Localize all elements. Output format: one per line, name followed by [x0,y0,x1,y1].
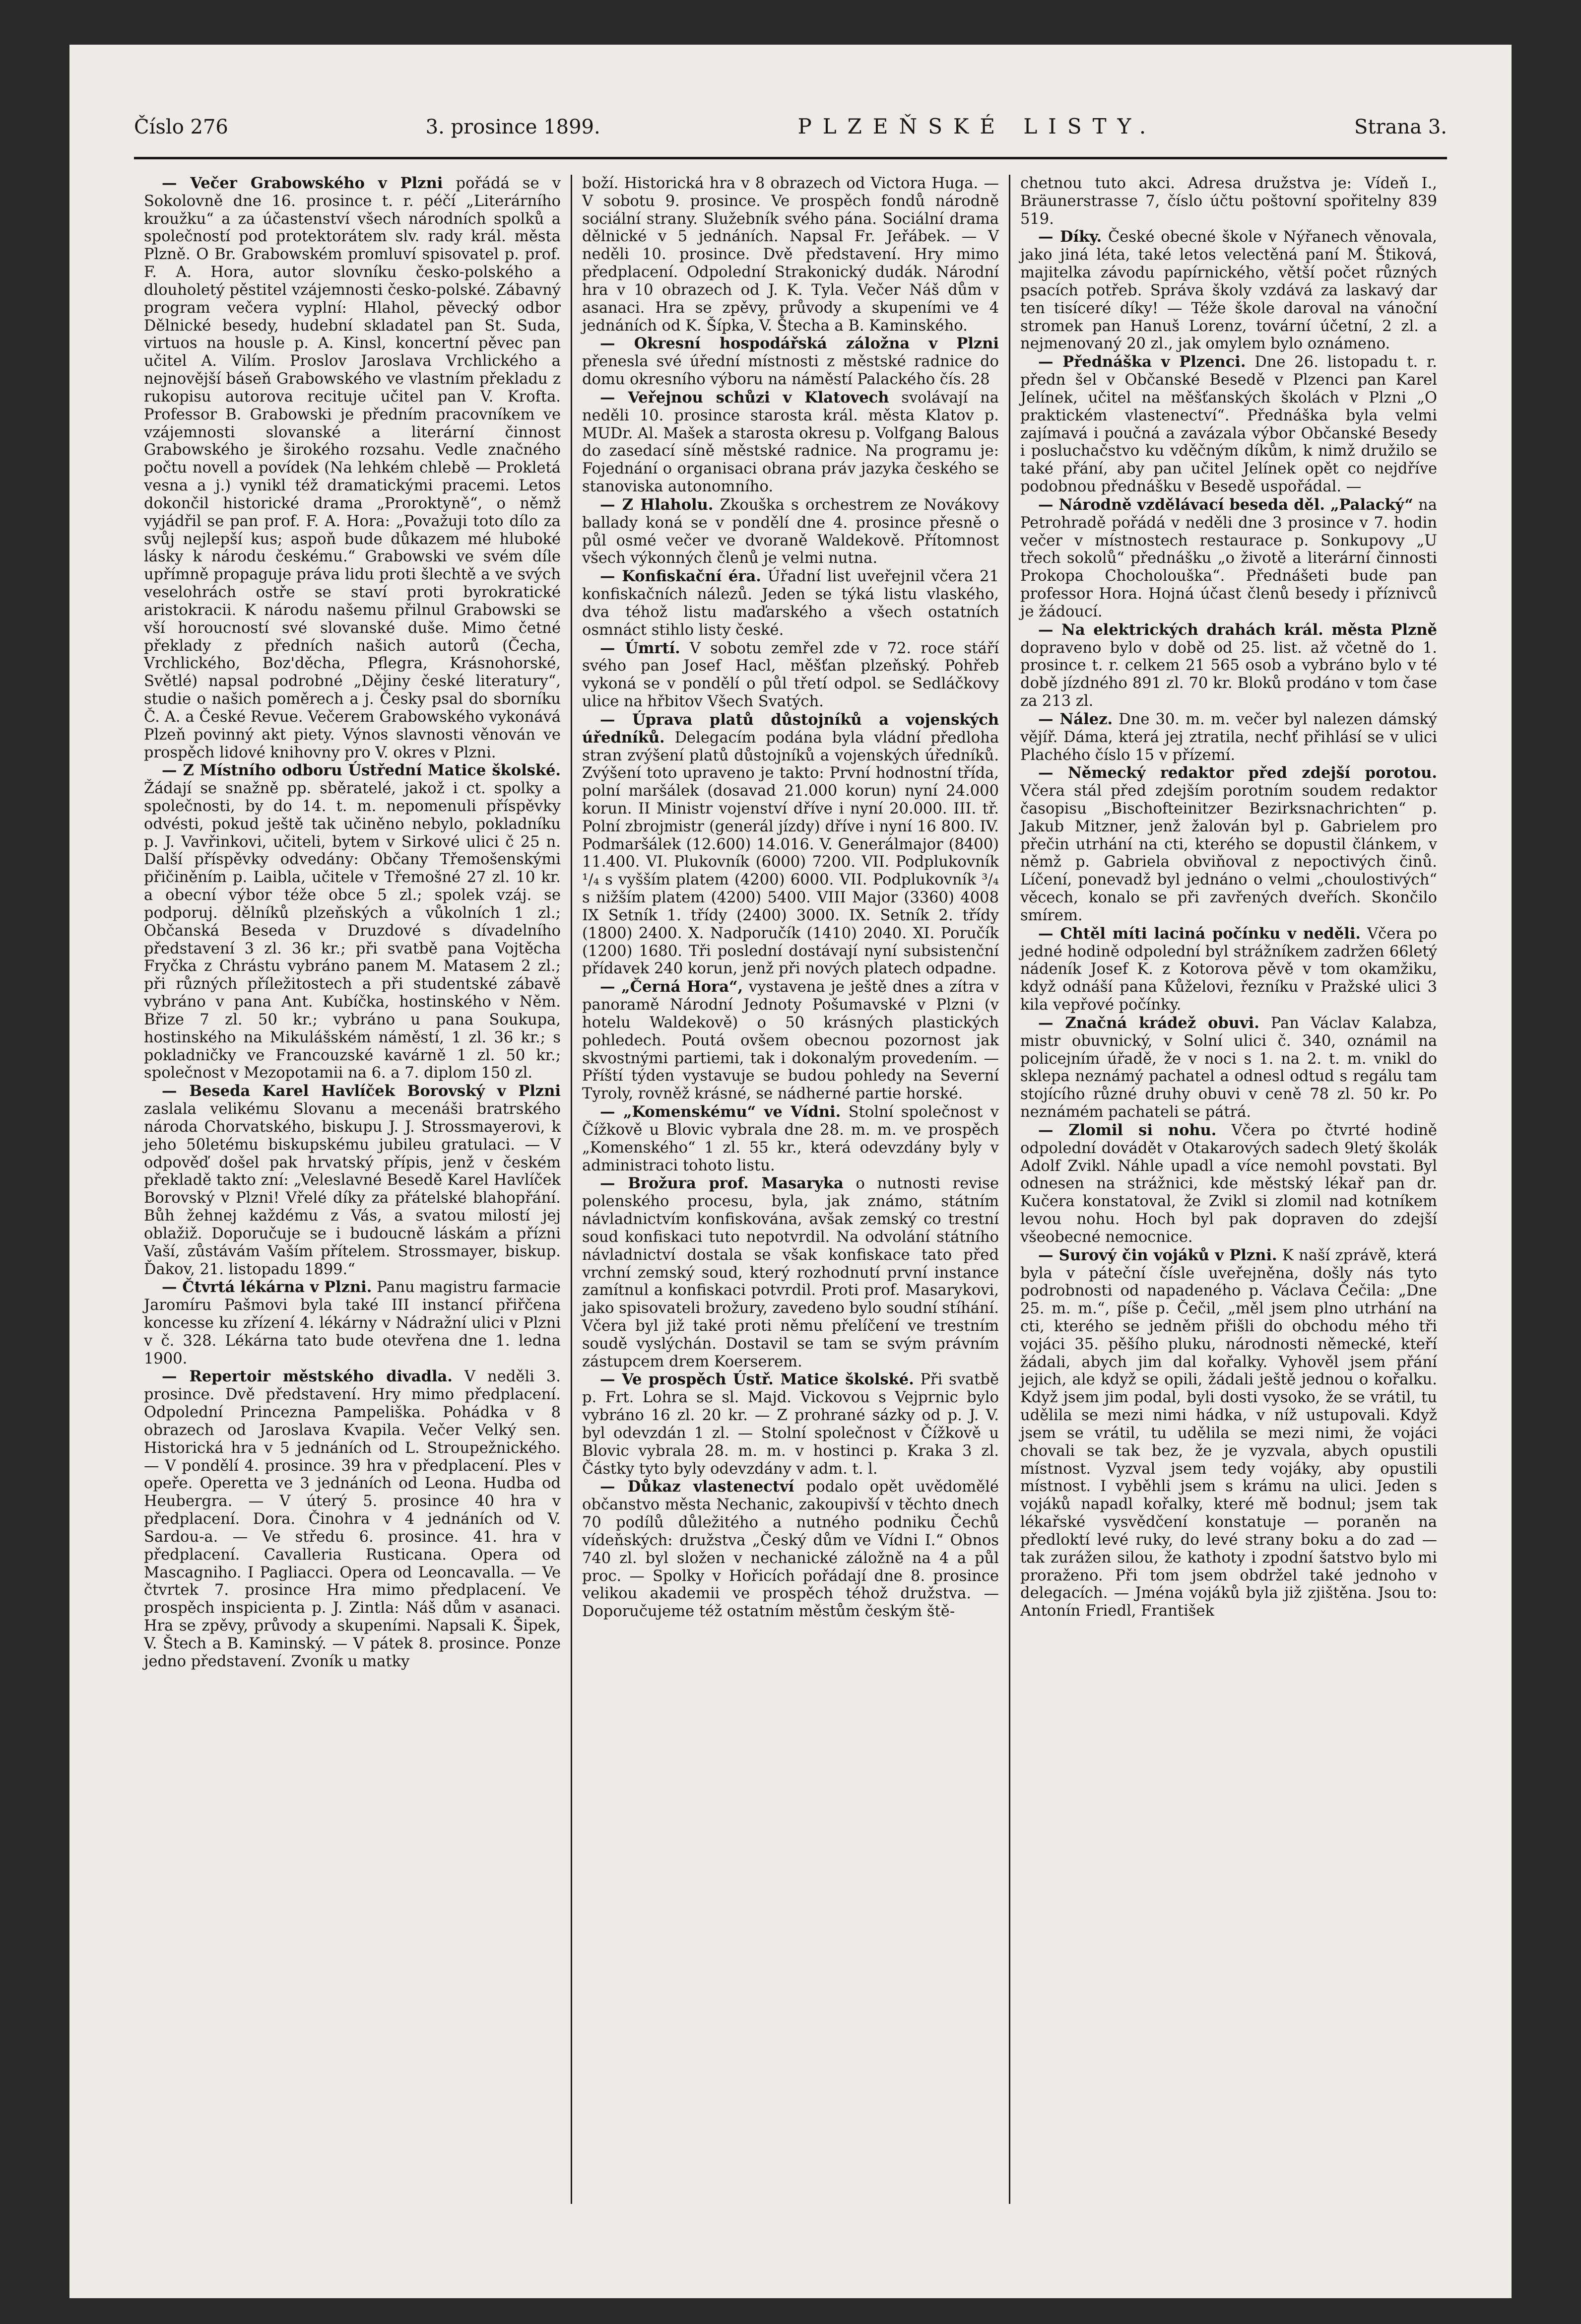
article-body: Zkouška s orchestrem ze Novákovy ballady koná se v pondělí dne 4. prosince přesně o půl osmé večer ve dvoraně Waldekově. Přítomnost všech výkonných členů je velmi nutna. [582,496,999,567]
column-2 [571,175,1009,2204]
article [144,1368,561,1670]
article-body: Při svatbě p. Frt. Lohra se sl. Majd. Vickovou s Vejprnic bylo vybráno 16 zl. 20 kr. — Z prohrané sázky od p. J. V. byl odevzdán 1 zl. — Stolní společnost v Čížkově u Blovic vybrala 28. m. m. v hostinci p. Kraka 3 zl. Částky tyto byly odevzdány v adm. t. l. [582,1371,999,1478]
article-heading: — Okresní hospodářská záložna v Plzni [600,335,999,353]
article [582,1371,999,1478]
article [1020,353,1437,496]
article-body: podalo opět uvědomělé občanstvo města Nechanic, zakoupivší v těchto dnech 70 podílů důležitého a nutného podniku Čechů vídeňských: družstva „Český dům ve Vídni I.“ Obnos 740 zl. byl složen v nechanické záložně na 4 a půl proc. — Spolky v Hořicích pořádají dne 8. prosince velikou akademii ve prospěch téhož družstva. — Doporučujeme též ostatním městům českým ště- [582,1478,999,1621]
page-number: Strana 3. [1354,116,1447,138]
article [582,1478,999,1621]
header-rule [134,157,1447,159]
newspaper-page [69,45,1512,2298]
article [1020,1247,1437,1620]
article-body: přenesla své úřední místnosti z městské radnice do domu okresního výboru na náměstí Palackého čís. 28 [582,353,999,389]
article-heading: — Úmrtí. [600,639,680,657]
article [582,711,999,978]
article-body: V sobotu zemřel zde v 72. roce stáří svého pan Josef Hacl, měšťan plzeňský. Pohřeb vykoná se v pondělí o půl třetí odpol. se Sedláčkovy ulice na hřbitov Všech Svatých. [582,639,999,711]
article-heading: — Večer Grabowského v Plzni [162,175,443,192]
article-body: dopraveno bylo v době od 25. list. až včetně do 1. prosince t. r. celkem 21 565 osob a vybráno bylo v té době jízdného 891 zl. 70 kr. Bloků prodáno v tom čase za 213 zl. [1020,639,1437,710]
article-body: zaslala velikému Slovanu a mecenáši bratrského národa Chorvatského, biskupu J. J. Strossmayerovi, k jeho 50letému biskupskému jubileu gratulaci. — V odpověď došel pak hrvatský přípis, jenž v českém překladě takto zní: „Veleslavné Besedě Karel Havlíček Borovský v Plzni! Vřelé díky za přátelské blahopřání. Bůh žehnej každému z Vás, a svatou milostí jej oblažiž. Doporučuje se i budoucně láskám a přízni Vaší, zůstávám Vaším přítelem. Strossmayer, biskup. Ďakov, 21. listopadu 1899.“ [144,1100,561,1278]
article-heading: — Na elektrických drahách král. města Plzně [1038,620,1437,639]
article [582,978,999,1103]
column-1 [134,175,571,2204]
article [582,389,999,496]
article [582,640,999,711]
article-heading: — Značná krádež obuvi. [1038,1014,1259,1032]
article-body: Dne 30. m. m. večer byl nalezen dámský vějíř. Dáma, která jej ztratila, nechť přihlásí se v ulici Plachého číslo 15 v přízemí. [1020,710,1437,764]
article-heading: — Přednáška v Plzenci. [1038,353,1246,371]
article [582,1175,999,1370]
issue-number: Číslo 276 [134,116,228,138]
article-body: Včera po čtvrté hodině odpolední dovádět v Otakarových sadech 9letý školák Adolf Zvikl. Náhle upadl a více nemohl povstati. Byl odnesen na strážnici, kde městský lékař pan dr. Kučera konstatoval, že Zvikl si zlomil nad kotníkem levou nohu. Hoch byl pak dopraven do zdejší všeobecné nemocnice. [1020,1121,1437,1246]
article-heading: — Díky. [1038,228,1102,246]
article [1020,711,1437,764]
article-body: Úřadní list uveřejnil včera 21 konfiskačních nálezů. Jeden se týká listu vlaského, dva téhož listu maďarského a všech ostatních osmnáct stihlo listy české. [582,568,999,639]
article-body: Stolní společnost v Čížkově u Blovic vybrala dne 28. m. m. ve prospěch „Komenského“ 1 zl. 55 kr., která odevzdány byly v administraci tohoto listu. [582,1103,999,1174]
article-body: na Petrohradě pořádá v neděli dne 3 prosince v 7. hodin večer v místnostech restaurace p. Sonkupovy „U třech sokolů“ přednášku „o životě a literární činnosti Prokopa Chocholouška“. Přednášeti bude pan professor Hora. Hojná účast členů besedy i příznivců je žádoucí. [1020,496,1437,620]
article-heading: — Repertoir městského divadla. [162,1367,453,1386]
article [582,175,999,335]
newspaper-title: PLZEŇSKÉ LISTY. [797,114,1157,138]
article [144,175,561,761]
article-heading: — Úprava platů důstojníků a vojenských úředníků. [582,710,999,747]
article-heading: — Z Hlaholu. [600,495,714,514]
article-heading: — Čtvrtá lékárna v Plzni. [162,1278,372,1297]
article-heading: — Chtěl míti laciná počínku v neděli. [1038,924,1361,943]
article [144,762,561,1082]
article-body: Žádají se snažně pp. sběratelé, jakož i ct. spolky a společnosti, by do 14. t. m. nepomenuli příspěvky odvésti, pokud ještě tak učiněno nebylo, pokladníku p. J. Vavřinkovi, učiteli, bytem v Sirkové ulici č 25 n. Další příspěvky odvedány: Občany Třemošenskými přičiněním p. Laibla, učitele v Třemošné 27 zl. 10 kr. a obecní výbor téže obce 5 zl.; spolek vzáj. se podporuj. dělníků plzeňských a vůkolních 1 zl.; Občanská Beseda v Druzdové s dívadelního představení 3 zl. 36 kr.; při svatbě pana Vojtěcha Fryčka z Chrástu vybráno panem M. Matasem 2 zl.; při různých příležitostech a při studentské zábavě vybráno v pana Ant. Kubíčka, hostinského v Něm. Břize 7 zl. 50 kr.; vybráno u pana Soukupa, hostinského na Mikulášském náměstí, 1 zl. 36 kr.; s pokladničky ve Francouzské kavárně 1 zl. 50 kr.; společnost v Mezopotamii na 6. a 7. diplom 150 zl. [144,780,561,1082]
article-body: Panu magistru farmacie Jaromíru Pašmovi byla také III instancí přiřčena koncesse ku zřízení 4. lékárny v Nádražní ulici v Plzni v č. 328. Lékárna tato bude otevřena dne 1. ledna 1900. [144,1279,561,1367]
article-body: Delegacím podána byla vládní předloha stran zvýšení platů důstojníků a vojenských úředníků. Zvýšení toto upraveno je takto: První hodnostní třída, polní maršálek (dosavad 21.000 korun) nyní 24.000 korun. II Ministr vojenství dříve i nyní 20.000. III. tř. Polní zbrojmistr (generál jízdy) dříve i nyní 16 800. IV. Podmaršálek (12.600) 14.016. V. Generálmajor (8400) 11.400. VI. Plukovník (6000) 7200. VII. Podplukovník ¹/₄ s vyšším platem (4200) 6000. VII. Podplukovník ³/₄ s nižším platem (4200) 5400. VIII Major (3360) 4008 IX Setník 1. třídy (2400) 3000. IX. Setník 2. třídy (1800) 2400. X. Nadporučík (1410) 2040. XI. Poručík (1200) 1680. Tři poslední dostávají nyní subsistenční přídavek 240 korun, jenž při nových platech odpadne. [582,729,999,978]
article-heading: — Německý redaktor před zdejší porotou. [1038,764,1437,782]
article [1020,496,1437,621]
page-header [134,114,1447,159]
issue-date: 3. prosince 1899. [425,116,600,138]
article-body: Včera po jedné hodině odpolední byl strážníkem zadržen 66letý nádeník Josef K. z Kotorova pěvě v tom okamžiku, když odnáší pana Kůželovi, řezníku v Pražské ulici 3 kila vepřové počínky. [1020,925,1437,1014]
article-body: vystavena je ještě dnes a zítra v panoramě Národní Jednoty Pošumavské v Plzni (v hotelu Waldekově) o 50 krásných plastických pohledech. Poutá ovšem obecnou pozornost jak skvostnými partiemi, tak i dokonalým provedením. — Příští týden vystavuje se budou pohledy na Severní Tyroly, rovněž krásné, se nádherné partie horské. [582,978,999,1103]
article-body: Dne 26. listopadu t. r. předn šel v Občanské Besedě v Plzenci pan Karel Jelínek, učitel na měšťanských školách v Plzni „O praktickém vlastenectví“. Přednáška byla velmi zajímavá i poučná a zavázala výbor Občanské Besedy i posluchačstvo ku vděčným díkům, k nimž družilo se také přání, aby pan učitel Jelínek opět co nejdříve podobnou přednášku v Besedě uspořádal. — [1020,353,1437,496]
article-heading: — Konfiskační éra. [600,567,761,586]
article [144,1083,561,1278]
article-body: V neděli 3. prosince. Dvě představení. Hry mimo předplacení. Odpolední Princezna Pampeliška. Pohádka v 8 obrazech od Jaroslava Kvapila. Večer Velký sen. Historická hra v 5 jednáních od L. Stroupežnického. — V pondělí 4. prosince. 39 hra v předplacení. Ples v opeře. Operetta ve 3 jednáních od Leona. Hudba od Heubergra. — V úterý 5. prosince 40 hra v předplacení. Dora. Činohra v 4 jednáních od V. Sardou-a. — Ve středu 6. prosince. 41. hra v předplacení. Cavalleria Rusticana. Opera od Mascagniho. I Pagliacci. Opera od Leoncavalla. — Ve čtvrtek 7. prosince Hra mimo předplacení. Ve prospěch inspicienta p. J. Zintla: Náš dům v asanaci. Hra se zpěvy, průvody a skupeními. Napsali K. Šipek, V. Štech a B. Kaminský. — V pátek 8. prosince. Ponze jedno představení. Zvoník u matky [144,1368,561,1670]
article [144,1279,561,1367]
article [1020,1015,1437,1121]
article-heading: — Národně vzdělávací beseda děl. „Palacký“ [1038,495,1413,514]
article-heading: — Ve prospěch Ústř. Matice školské. [600,1370,914,1389]
article-body: České obecné škole v Nýřanech věnovala, jako jiná léta, také letos velectěná paní M. Štiková, majitelka závodu papírnického, větší počet různých psacích potřeb. Správa školy vzdává za laskavý dar ten tisíceré díky! — Téže škole daroval na vánoční stromek pan Hanuš Lorenz, tovární účetní, 2 zl. a nejmenovaný 20 zl., jak omylem bylo oznámeno. [1020,228,1437,353]
article [1020,1122,1437,1246]
article-heading: — Brožura prof. Masaryka [600,1174,844,1193]
column-3 [1009,175,1447,2204]
article-body: K naší zprávě, která byla v páteční čísle uveřejněna, došly nás tyto podrobnosti od napadeného p. Václava Čečila: „Dne 25. m. m.“, píše p. Čečil, „měl jsem plno utrhání na cti, kterého se jedněm přišli do obchodu mého tři vojáci 35. pěšího pluku, národnosti německé, kteří žádali, abych jim dal kořalky. Vyhověl jsem přání jejich, ale když se opili, žádali ještě jednou o kořalku. Když jsem jim podal, byli dosti vysoko, že se vrátil, tu udělila se mezi nimi hádka, v níž ustupovali. Když jsem se vrátil, tu udělila se mezi nimi, že vojáci chovali se tak bez, že je vyzvala, abych opustili místnost. Vyzval jsem tedy vojáky, aby opustili místnost. I vyběhli jsem s krámu na ulici. Jeden s vojáků napadl kořalky, které mě bodnul; jsem tak lékařské vysvědčení konstatuje — poraněn na předloktí levé ruky, do levé strany boku a do zad — tak zurážen silou, že kathoty i zpodní šatstvo bylo mi proraženo. Při tom jsem obdržel také jednoho v delegacích. — Jména vojáků byla již zjištěna. Jsou to: Antonín Friedl, František [1020,1246,1437,1620]
article-body: Včera stál před zdejším porotním soudem redaktor časopisu „Bischofteinitzer Bezirksnachrichten“ p. Jakub Mitzner, jenž žalován byl p. Gabrielem pro přečin utrhání na cti, kterého se dopustil článkem, v němž p. Gabriela obviňoval z nepoctivých činů. Líčení, ponevadž byl jednáno o velmi „choulostivých“ věcech, konalo se při zavřených dveřích. Skončilo smírem. [1020,782,1437,924]
article-heading: — Zlomil si nohu. [1038,1121,1217,1139]
article-body: svolávají na neděli 10. prosince starosta král. města Klatov p. MUDr. Al. Mašek a starosta okresu p. Volfgang Balous do zasedací síně městské radnice. Na programu je: Fojednání o organisaci obrana práv jazyka českého se stanoviska autonomního. [582,389,999,496]
article-heading: — Beseda Karel Havlíček Borovský v Plzni [162,1082,561,1100]
article [582,568,999,639]
article [582,1103,999,1174]
article-body: o nutnosti revise polenského procesu, byla, jak známo, státním návladnictvím konfiskována, avšak zemský co trestní soud konfiskaci tuto nepotvrdil. Na odvolání státního návladnictví dostala se však konfiskace tato před vrchní zemský soud, který rozhodnutí první instance zamítnul a konfiskaci potvrdil. Proti prof. Masarykovi, jako spisovateli brožury, zavedeno bylo soudní stíhání. Včera byl již také proti němu přelíčení ve trestním soudě vyslýchán. Dostavil se tam se svým právním zástupcem drem Koerserem. [582,1175,999,1370]
article-heading: — Z Místního odboru Ústřední Matice školské. [162,761,561,780]
article-heading: — „Komenskému“ ve Vídni. [600,1103,841,1121]
article [1020,925,1437,1014]
article-heading: — Veřejnou schůzi v Klatovech [600,388,889,407]
article-heading: — „Černá Hora“, [600,978,743,996]
article [1020,228,1437,353]
article-heading: — Důkaz vlastenectví [600,1478,794,1496]
article-columns [134,175,1447,2204]
article-heading: — Nález. [1038,710,1113,728]
article-heading: — Surový čin vojáků v Plzni. [1038,1246,1277,1264]
article [582,496,999,567]
article-body: boží. Historická hra v 8 obrazech od Victora Huga. — V sobotu 9. prosince. Ve prospěch fondů národně sociální strany. Služebník svého pána. Sociální drama dělnické v 5 jednáních. Napsal Fr. Jeřábek. — V neděli 10. prosince. Dvě představení. Hry mimo předplacení. Odpolední Strakonický dudák. Národní hra v 10 obrazech od J. K. Tyla. Večer Náš dům v asanaci. Hra se zpěvy, průvody a skupeními ve 4 jednáních od K. Šípka, V. Štecha a B. Kaminského. [582,175,999,335]
article-body: pořádá se v Sokolovně dne 16. prosince t. r. péčí „Literárního kroužku“ a za účastenství všech národních spolků a společností pod protektorátem slv. rady král. města Plzně. O Br. Grabowském promluví spisovatel p. prof. F. A. Hora, autor slovníku česko-polského a dlouholetý pěstitel vzájemnosti česko-polské. Zábavný program večera vyplní: Hlahol, pěvecký odbor Dělnické besedy, hudební skladatel pan St. Suda, virtuos na housle p. A. Kinsl, koncertní pěvec pan učitel A. Vilím. Proslov Jaroslava Vrchlického a nejnovější báseň Grabowského ve vlastním překladu z rukopisu autorova recituje učitel pan V. Krofta. Professor B. Grabowski je předním pracovníkem ve vzájemnosti slovanské a literární činnost Grabowského je širokého rozsahu. Vedle značného počtu novell a povídek (Na lehkém chlebě — Prokletá vesna a j.) vynikl též dramatickými pracemi. Letos dokončil historické drama „Proroktyně“, o němž vyjádřil se pan prof. F. A. Hora: „Považuji toto dílo za svůj nejlepší kus; aspoň bude důkazem mé hluboké lásky k národu českému.“ Grabowski ve svém díle upřímně propaguje práva lidu proti šlechtě a ve svých veselohrách ostře se staví proti byrokratické aristokracii. K národu našemu přilnul Grabowski se vší horoucností své slovanské duše. Mimo četné překlady z předních našich autorů (Čecha, Vrchlického, Boz'děcha, Pflegra, Krásnohorské, Světlé) napsal podrobné „Dějiny české literatury“, studie o našich poměrech a j. Česky psal do sborníku Č. A. a České Revue. Večerem Grabowského vykonává Plzeň povinný akt piety. Výnos slavnosti věnován ve prospěch lidové knihovny pro V. okres v Plzni. [144,175,561,761]
article [1020,764,1437,924]
article [1020,621,1437,710]
article [582,335,999,388]
article-body: chetnou tuto akci. Adresa družstva je: Vídeň I., Bräunerstrasse 7, číslo účtu poštovní spořitelny 839 519. [1020,175,1437,228]
article [1020,175,1437,228]
article-body: Pan Václav Kalabza, mistr obuvnický, v Solní ulici č. 340, oznámil na policejním úřadě, že v noci s 1. na 2. t. m. vnikl do sklepa neznámý pachatel a odnesl odtud s regálu tam stojícího různé druhy obuvi v ceně 78 zl. 50 kr. Po neznámém pachateli se pátrá. [1020,1014,1437,1121]
